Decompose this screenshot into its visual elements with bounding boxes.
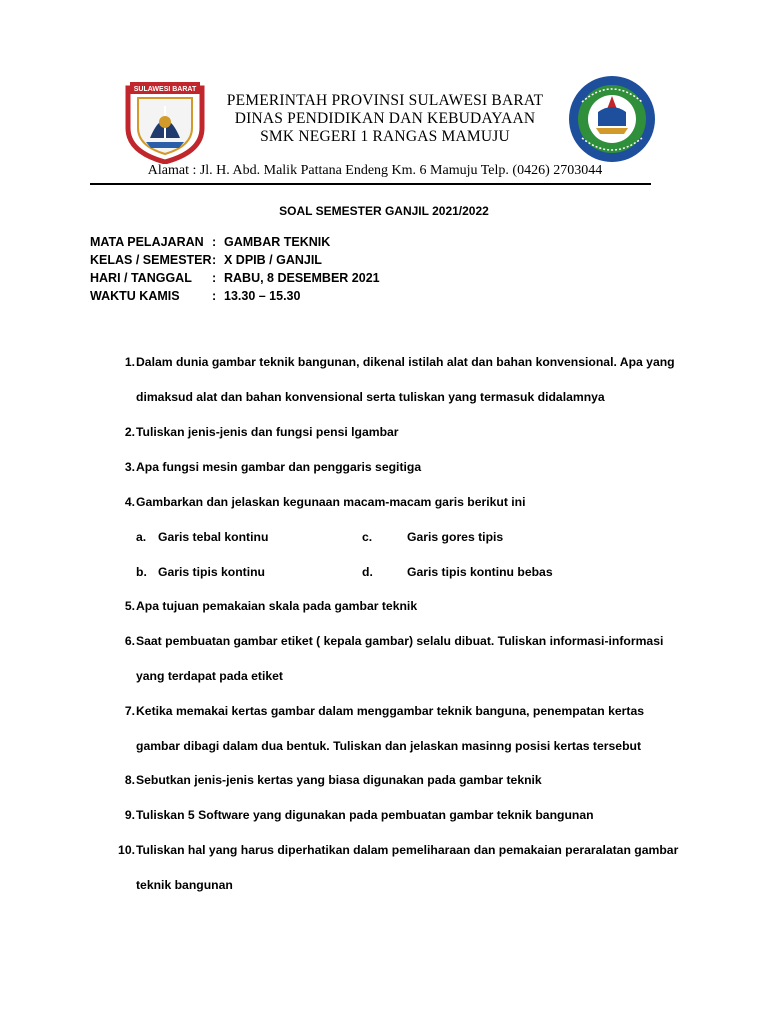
meta-label: KELAS / SEMESTER	[90, 253, 212, 267]
option-letter: b.	[136, 565, 147, 579]
question-number: 8.	[124, 773, 135, 787]
option-letter: a.	[136, 530, 147, 544]
meta-value: X DPIB / GANJIL	[224, 253, 322, 267]
meta-label: HARI / TANGGAL	[90, 271, 192, 285]
meta-row-time: WAKTU KAMIS : 13.30 – 15.30	[90, 289, 380, 307]
exam-info	[90, 235, 380, 307]
question-text: Saat pembuatan gambar etiket ( kepala gambar) selalu dibuat. Tuliskan informasi-informasi	[136, 634, 664, 648]
header-line-school: SMK NEGERI 1 RANGAS MAMUJU	[260, 128, 510, 145]
option-text: Garis tebal kontinu	[158, 530, 269, 544]
exam-title: SOAL SEMESTER GANJIL 2021/2022	[279, 204, 489, 218]
question-text: Sebutkan jenis-jenis kertas yang biasa digunakan pada gambar teknik	[136, 773, 542, 787]
question-3	[110, 460, 690, 474]
meta-label: MATA PELAJARAN	[90, 235, 204, 249]
question-number: 10.	[118, 843, 135, 857]
meta-row-subject: MATA PELAJARAN : GAMBAR TEKNIK	[90, 235, 380, 253]
question-number: 9.	[124, 808, 135, 822]
option-text: Garis gores tipis	[407, 530, 504, 544]
question-text: gambar dibagi dalam dua bentuk. Tuliskan dan jelaskan masinng posisi kertas tersebut	[136, 739, 642, 753]
school-address: Alamat : Jl. H. Abd. Malik Pattana Endeng Km. 6 Mamuju Telp. (0426) 2703044	[147, 163, 603, 178]
letterhead-divider	[90, 183, 651, 185]
question-number: 7.	[124, 704, 135, 718]
question-8	[110, 773, 690, 787]
meta-value: GAMBAR TEKNIK	[224, 235, 331, 249]
meta-value: 13.30 – 15.30	[224, 289, 301, 303]
question-text: Tuliskan 5 Software yang digunakan pada pembuatan gambar teknik bangunan	[136, 808, 594, 822]
letterhead	[200, 92, 570, 146]
question-text: Apa fungsi mesin gambar dan penggaris segitiga	[136, 460, 422, 474]
question-text: Ketika memakai kertas gambar dalam menggambar teknik banguna, penempatan kertas	[136, 704, 645, 718]
question-2	[110, 425, 690, 439]
question-number: 6.	[124, 634, 135, 648]
question-5	[110, 599, 690, 613]
question-number: 3.	[124, 460, 135, 474]
header-line-department: DINAS PENDIDIKAN DAN KEBUDAYAAN	[234, 110, 536, 127]
question-number: 4.	[124, 495, 135, 509]
question-6	[110, 634, 690, 683]
question-number: 2.	[124, 425, 135, 439]
meta-value: RABU, 8 DESEMBER 2021	[224, 271, 380, 285]
smk-school-emblem-icon	[568, 72, 656, 166]
option-letter: d.	[362, 565, 373, 579]
question-number: 5.	[124, 599, 135, 613]
option-text: Garis tipis kontinu bebas	[407, 565, 553, 579]
question-9	[110, 808, 690, 822]
question-text: Tuliskan hal yang harus diperhatikan dalam pemeliharaan dan pemakaian peraralatan gambar	[136, 843, 679, 857]
question-7	[110, 704, 690, 753]
question-number: 1.	[124, 355, 135, 369]
question-text: yang terdapat pada etiket	[136, 669, 283, 683]
question-1	[110, 355, 690, 404]
question-text: Dalam dunia gambar teknik bangunan, dikenal istilah alat dan bahan konvensional. Apa yang	[136, 355, 675, 369]
question-text: Tuliskan jenis-jenis dan fungsi pensi lgambar	[136, 425, 399, 439]
question-text: teknik bangunan	[136, 878, 233, 892]
header-line-government: PEMERINTAH PROVINSI SULAWESI BARAT	[226, 92, 544, 109]
question-text: Gambarkan dan jelaskan kegunaan macam-macam garis berikut ini	[136, 495, 526, 509]
emblem-banner-text: SULAWESI BARAT	[133, 86, 197, 93]
meta-row-class: KELAS / SEMESTER : X DPIB / GANJIL	[90, 253, 380, 271]
question-10	[110, 843, 690, 892]
option-letter: c.	[362, 530, 373, 544]
meta-label: WAKTU KAMIS	[90, 289, 180, 303]
question-4	[110, 495, 690, 509]
sulawesi-barat-emblem-icon	[124, 78, 206, 164]
option-text: Garis tipis kontinu	[158, 565, 265, 579]
question-text: Apa tujuan pemakaian skala pada gambar teknik	[136, 599, 418, 613]
meta-row-date: HARI / TANGGAL : RABU, 8 DESEMBER 2021	[90, 271, 380, 289]
question-text: dimaksud alat dan bahan konvensional serta tuliskan yang termasuk didalamnya	[136, 390, 605, 404]
